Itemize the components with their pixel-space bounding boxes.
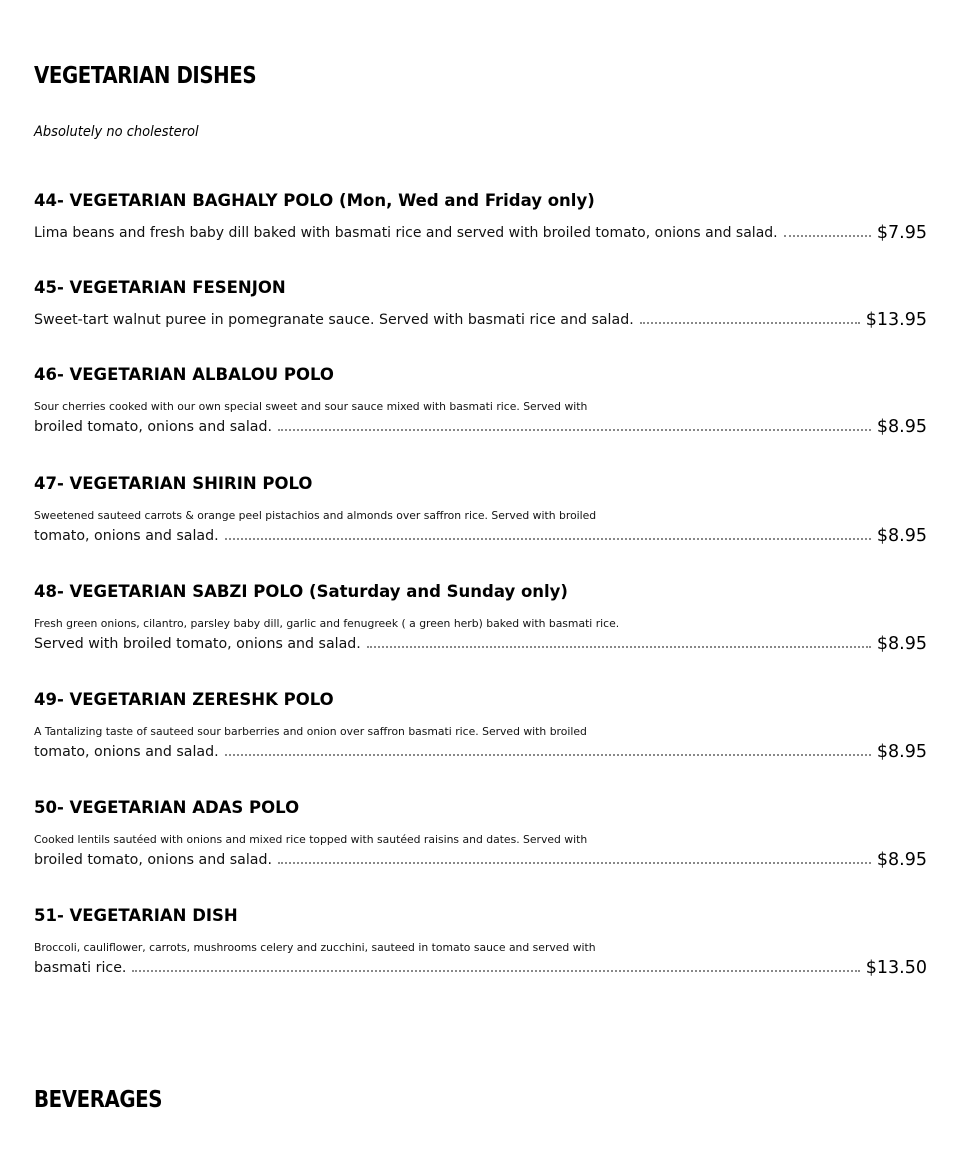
next-section-title: BEVERAGES xyxy=(34,1087,163,1113)
dot-leader xyxy=(278,429,871,431)
menu-item xyxy=(34,689,927,797)
menu-item-body xyxy=(34,222,927,244)
menu-item-price: $8.95 xyxy=(876,526,927,546)
menu-item-name: 46- VEGETARIAN ALBALOU POLO xyxy=(34,365,334,385)
menu-item-body xyxy=(34,396,927,438)
dot-leader xyxy=(784,235,871,237)
menu-item-name: 44- VEGETARIAN BAGHALY POLO (Mon, Wed and Friday only) xyxy=(34,191,595,211)
menu-item-body xyxy=(34,721,927,763)
menu-item-description: tomato, onions and salad. xyxy=(34,528,219,544)
menu-item-name: 50- VEGETARIAN ADAS POLO xyxy=(34,798,300,818)
menu-item xyxy=(34,581,927,689)
menu-item-body xyxy=(34,505,927,547)
menu-item xyxy=(34,277,927,364)
menu-item-body xyxy=(34,937,927,979)
menu-item-description: broiled tomato, onions and salad. xyxy=(34,419,272,435)
menu-item-price: $8.95 xyxy=(876,850,927,870)
menu-item xyxy=(34,364,927,473)
menu-item-description-line: Broccoli, cauliflower, carrots, mushrooms celery and zucchini, sauteed in tomato sauce and served with xyxy=(34,941,596,954)
menu-item-name: 45- VEGETARIAN FESENJON xyxy=(34,278,286,298)
menu-item-name: 47- VEGETARIAN SHIRIN POLO xyxy=(34,474,313,494)
menu-item-description-line: Sweetened sauteed carrots & orange peel pistachios and almonds over saffron rice. Served with broiled xyxy=(34,509,597,522)
menu-item-name: 51- VEGETARIAN DISH xyxy=(34,906,238,926)
menu-item-price: $8.95 xyxy=(876,742,927,762)
menu-item-price: $8.95 xyxy=(876,634,927,654)
menu-item xyxy=(34,905,927,1013)
dot-leader xyxy=(225,538,871,540)
menu-item-body xyxy=(34,829,927,871)
dot-leader xyxy=(367,646,871,648)
menu-item-description-line: A Tantalizing taste of sauteed sour barberries and onion over saffron basmati rice. Served with broiled xyxy=(34,725,587,738)
menu-item-description: Sweet-tart walnut puree in pomegranate sauce. Served with basmati rice and salad. xyxy=(34,312,634,328)
menu-item-price: $8.95 xyxy=(876,417,927,437)
menu-item-description-line: Cooked lentils sautéed with onions and mixed rice topped with sautéed raisins and dates. Served with xyxy=(34,833,588,846)
menu-list xyxy=(34,190,927,1013)
menu-item-description: broiled tomato, onions and salad. xyxy=(34,852,272,868)
dot-leader xyxy=(640,322,860,324)
menu-item-price: $13.95 xyxy=(865,310,927,330)
menu-item-price: $13.50 xyxy=(865,958,927,978)
menu-item-name: 49- VEGETARIAN ZERESHK POLO xyxy=(34,690,334,710)
menu-item-description: Lima beans and fresh baby dill baked with basmati rice and served with broiled tomato, onions and salad. xyxy=(34,225,778,241)
menu-item-description-line: Fresh green onions, cilantro, parsley baby dill, garlic and fenugreek ( a green herb) baked with basmati rice. xyxy=(34,617,620,630)
menu-item-description: basmati rice. xyxy=(34,960,127,976)
menu-item xyxy=(34,190,927,277)
section-subtitle: Absolutely no cholesterol xyxy=(34,124,199,140)
menu-item-description: tomato, onions and salad. xyxy=(34,744,219,760)
dot-leader xyxy=(225,754,871,756)
menu-item-body xyxy=(34,613,927,655)
dot-leader xyxy=(132,970,859,972)
section-title: VEGETARIAN DISHES xyxy=(34,63,257,89)
menu-item xyxy=(34,797,927,905)
menu-item xyxy=(34,473,927,581)
menu-item-description: Served with broiled tomato, onions and salad. xyxy=(34,636,361,652)
menu-item-price: $7.95 xyxy=(876,223,927,243)
dot-leader xyxy=(278,862,871,864)
menu-item-body xyxy=(34,309,927,331)
menu-item-name: 48- VEGETARIAN SABZI POLO (Saturday and Sunday only) xyxy=(34,582,568,602)
menu-item-description-line: Sour cherries cooked with our own special sweet and sour sauce mixed with basmati rice. Served with xyxy=(34,400,588,413)
